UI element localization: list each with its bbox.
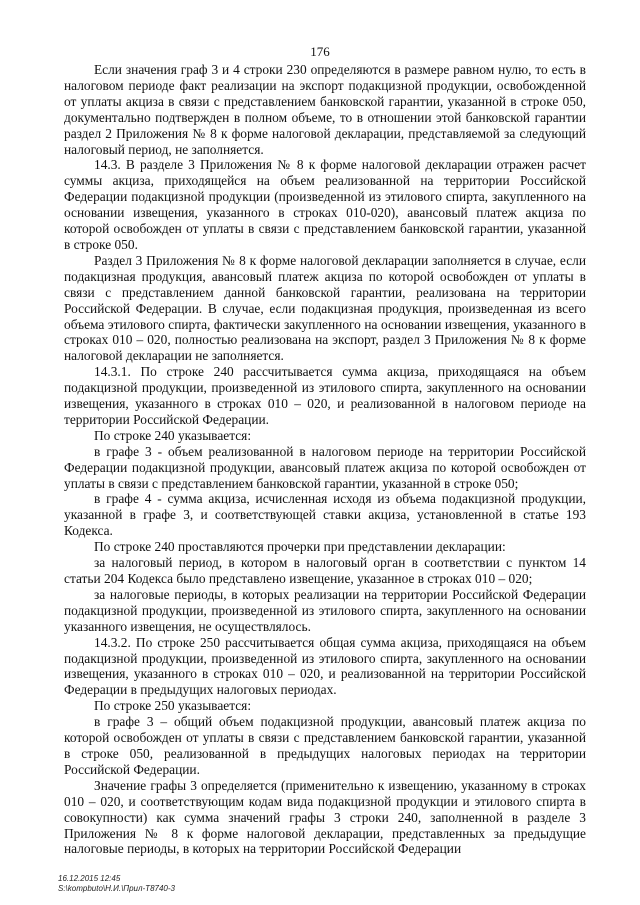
paragraph: в графе 3 - объем реализованной в налоговом периоде на территории Российской Федерации подакцизной продукции, авансовый платеж акциза по которой освобожден от уплаты в связи с представлением банковской гарантии, указанной в строке 050; (64, 443, 586, 491)
paragraph: в графе 3 – общий объем подакцизной продукции, авансовый платеж акциза по которой освобожден от уплаты в связи с представлением банковской гарантии, указанной в строке 050, реализованной в предыдущих налоговых периодах на территории Российской Федерации. (64, 714, 586, 777)
paragraph: 14.3.1. По строке 240 рассчитывается сумма акциза, приходящаяся на объем подакцизной продукции, произведенной из этилового спирта, закупленного на основании извещения, указанного в строках 010 – 020, и реализованной в налоговом периоде на территории Российской Федерации. (64, 364, 586, 427)
paragraph: Если значения граф 3 и 4 строки 230 определяются в размере равном нулю, то есть в налоговом периоде факт реализации на экспорт подакцизной продукции, освобожденной от уплаты акциза в связи с представлением банковской гарантии, указанной в строке 050, документально подтвержден в полном объеме, то в отношении этой банковской гарантии раздел 2 Приложения № 8 к форме налоговой декларации, представляемой за следующий налоговый период, не заполняется. (64, 62, 586, 157)
paragraph: По строке 240 указывается: (94, 427, 252, 443)
paragraph: за налоговые периоды, в которых реализации на территории Российской Федерации подакцизной продукции, произведенной из этилового спирта, закупленного на основании указанного извещения, не осуществлялось. (64, 586, 586, 634)
paragraph: Значение графы 3 определяется (применительно к извещению, указанному в строках 010 – 020, и соответствующим кодам вида подакцизной продукции и этилового спирта в совокупности) как сумма значений графы 3 строки 240, заполненной в разделе 3 Приложения № 8 к форме налоговой декларации, представленных за предыдущие налоговые периоды, в которых на территории Российской Федерации (64, 777, 586, 857)
paragraph: в графе 4 - сумма акциза, исчисленная исходя из объема подакцизной продукции, указанной в графе 3, и соответствующей ставки акциза, установленной в статье 193 Кодекса. (64, 491, 586, 539)
paragraph: По строке 250 указывается: (94, 698, 252, 714)
paragraph: за налоговый период, в котором в налоговый орган в соответствии с пунктом 14 статьи 204 Кодекса было представлено извещение, указанное в строках 010 – 020; (64, 555, 586, 586)
footer-timestamp: 16.12.2015 12:45 (58, 874, 121, 883)
page-number: 176 (310, 44, 330, 59)
document-footer (58, 874, 175, 893)
paragraph: Раздел 3 Приложения № 8 к форме налоговой декларации заполняется в случае, если подакцизная продукция, авансовый платеж акциза по которой освобожден от уплаты в связи с представлением данной банковской гарантии, реализована на территории Российской Федерации. В случае, если подакцизная продукция, произведенная из всего объема этилового спирта, фактически закупленного на основании извещения, указанного в строках 010 – 020, полностью реализована на экспорт, раздел 3 Приложения № 8 к форме налоговой декларации не заполняется. (64, 252, 586, 364)
paragraph: По строке 240 проставляются прочерки при представлении декларации: (94, 539, 506, 555)
footer-file-path: S:\kompbuto\Н.И.\Прил-Т8740-3 (58, 883, 175, 893)
document-body (64, 62, 586, 857)
paragraph: 14.3.2. По строке 250 рассчитывается общая сумма акциза, приходящаяся на объем подакцизной продукции, произведенной из этилового спирта, закупленного на основании извещения, указанного в строках 010 – 020, и реализованной на территории Российской Федерации в предыдущих налоговых периодах. (64, 634, 586, 698)
paragraph: 14.3. В разделе 3 Приложения № 8 к форме налоговой декларации отражен расчет суммы акциза, приходящейся на объем реализованной на территории Российской Федерации подакцизной продукции (произведенной из этилового спирта, закупленного на основании извещения, указанного в строках 010-020), авансовый платеж акциза по которой освобожден от уплаты в связи с представлением банковской гарантии, указанной в строке 050. (64, 157, 586, 252)
